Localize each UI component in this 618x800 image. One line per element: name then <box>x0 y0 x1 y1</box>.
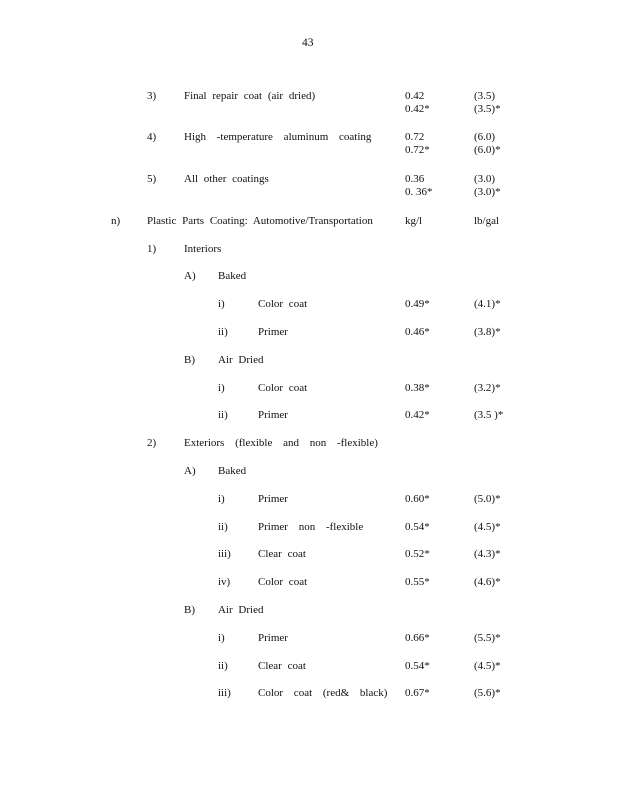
kg-value-cell <box>405 173 433 199</box>
lb-value-star: (6.0)* <box>474 144 501 156</box>
kg-value-star: 0.42* <box>405 103 430 115</box>
item-label: Final repair coat (air dried) <box>184 90 316 102</box>
lb-value: (6.0) <box>474 131 496 143</box>
row-number: ii) <box>218 660 228 672</box>
row-number: iv) <box>218 576 231 588</box>
kg-value: 0.54* <box>405 660 430 672</box>
group-label: Air Dried <box>218 354 264 366</box>
page-number: 43 <box>302 37 314 49</box>
group-letter: B) <box>184 354 195 366</box>
lb-value: (5.5)* <box>474 632 501 644</box>
kg-value-cell <box>405 131 430 157</box>
row-number: i) <box>218 493 225 505</box>
section-letter: n) <box>111 215 121 227</box>
group-label: Baked <box>218 465 247 477</box>
lb-value: (3.8)* <box>474 326 501 338</box>
item-number: 5) <box>147 173 157 185</box>
row-label: Primer <box>258 409 288 421</box>
row-label: Primer non -flexible <box>258 521 364 533</box>
kg-value: 0.38* <box>405 382 430 394</box>
lb-value: (4.6)* <box>474 576 501 588</box>
lb-value: (5.6)* <box>474 687 501 699</box>
row-label: Primer <box>258 632 288 644</box>
row-number: ii) <box>218 521 228 533</box>
kg-value: 0.72 <box>405 131 425 143</box>
lb-value: (3.5 )* <box>474 409 504 421</box>
lb-value: (3.2)* <box>474 382 501 394</box>
row-label: Clear coat <box>258 548 306 560</box>
group-letter: B) <box>184 604 195 616</box>
lb-value: (4.1)* <box>474 298 501 310</box>
kg-value-cell <box>405 90 430 116</box>
subsection-number: 2) <box>147 437 157 449</box>
kg-value: 0.54* <box>405 521 430 533</box>
kg-value: 0.66* <box>405 632 430 644</box>
subsection-label: Interiors <box>184 243 222 255</box>
group-label: Air Dried <box>218 604 264 616</box>
lb-value: (5.0)* <box>474 493 501 505</box>
lb-value-star: (3.0)* <box>474 186 501 198</box>
lb-value: (3.5) <box>474 90 496 102</box>
subsection-label: Exteriors (flexible and non -flexible) <box>184 437 378 449</box>
row-label: Clear coat <box>258 660 306 672</box>
item-label: High -temperature aluminum coating <box>184 131 372 143</box>
row-label: Primer <box>258 493 288 505</box>
lb-value: (3.0) <box>474 173 496 185</box>
kg-value: 0.42 <box>405 90 425 102</box>
kg-value-star: 0.72* <box>405 144 430 156</box>
row-number: ii) <box>218 326 228 338</box>
group-letter: A) <box>184 465 196 477</box>
row-label: Color coat <box>258 382 308 394</box>
kg-value: 0.46* <box>405 326 430 338</box>
row-number: i) <box>218 298 225 310</box>
group-label: Baked <box>218 270 247 282</box>
unit-kg-header: kg/l <box>405 215 423 227</box>
lb-value-star: (3.5)* <box>474 103 501 115</box>
lb-value: (4.5)* <box>474 521 501 533</box>
kg-value-star: 0. 36* <box>405 186 433 198</box>
lb-value: (4.3)* <box>474 548 501 560</box>
kg-value: 0.52* <box>405 548 430 560</box>
section-title: Plastic Parts Coating: Automotive/Transportation <box>147 215 373 227</box>
lb-value-cell <box>474 90 501 116</box>
row-number: i) <box>218 382 225 394</box>
row-label: Color coat <box>258 576 308 588</box>
kg-value: 0.36 <box>405 173 425 185</box>
kg-value: 0.55* <box>405 576 430 588</box>
row-label: Color coat (red& black) <box>258 687 388 699</box>
row-label: Color coat <box>258 298 308 310</box>
lb-value: (4.5)* <box>474 660 501 672</box>
subsection-number: 1) <box>147 243 157 255</box>
row-label: Primer <box>258 326 288 338</box>
kg-value: 0.60* <box>405 493 430 505</box>
lb-value-cell <box>474 131 501 157</box>
item-number: 3) <box>147 90 157 102</box>
kg-value: 0.42* <box>405 409 430 421</box>
row-number: iii) <box>218 687 231 699</box>
row-number: ii) <box>218 409 228 421</box>
item-label: All other coatings <box>184 173 269 185</box>
row-number: i) <box>218 632 225 644</box>
item-number: 4) <box>147 131 157 143</box>
kg-value: 0.67* <box>405 687 430 699</box>
row-number: iii) <box>218 548 231 560</box>
kg-value: 0.49* <box>405 298 430 310</box>
lb-value-cell <box>474 173 501 199</box>
group-letter: A) <box>184 270 196 282</box>
unit-lb-header: lb/gal <box>474 215 500 227</box>
